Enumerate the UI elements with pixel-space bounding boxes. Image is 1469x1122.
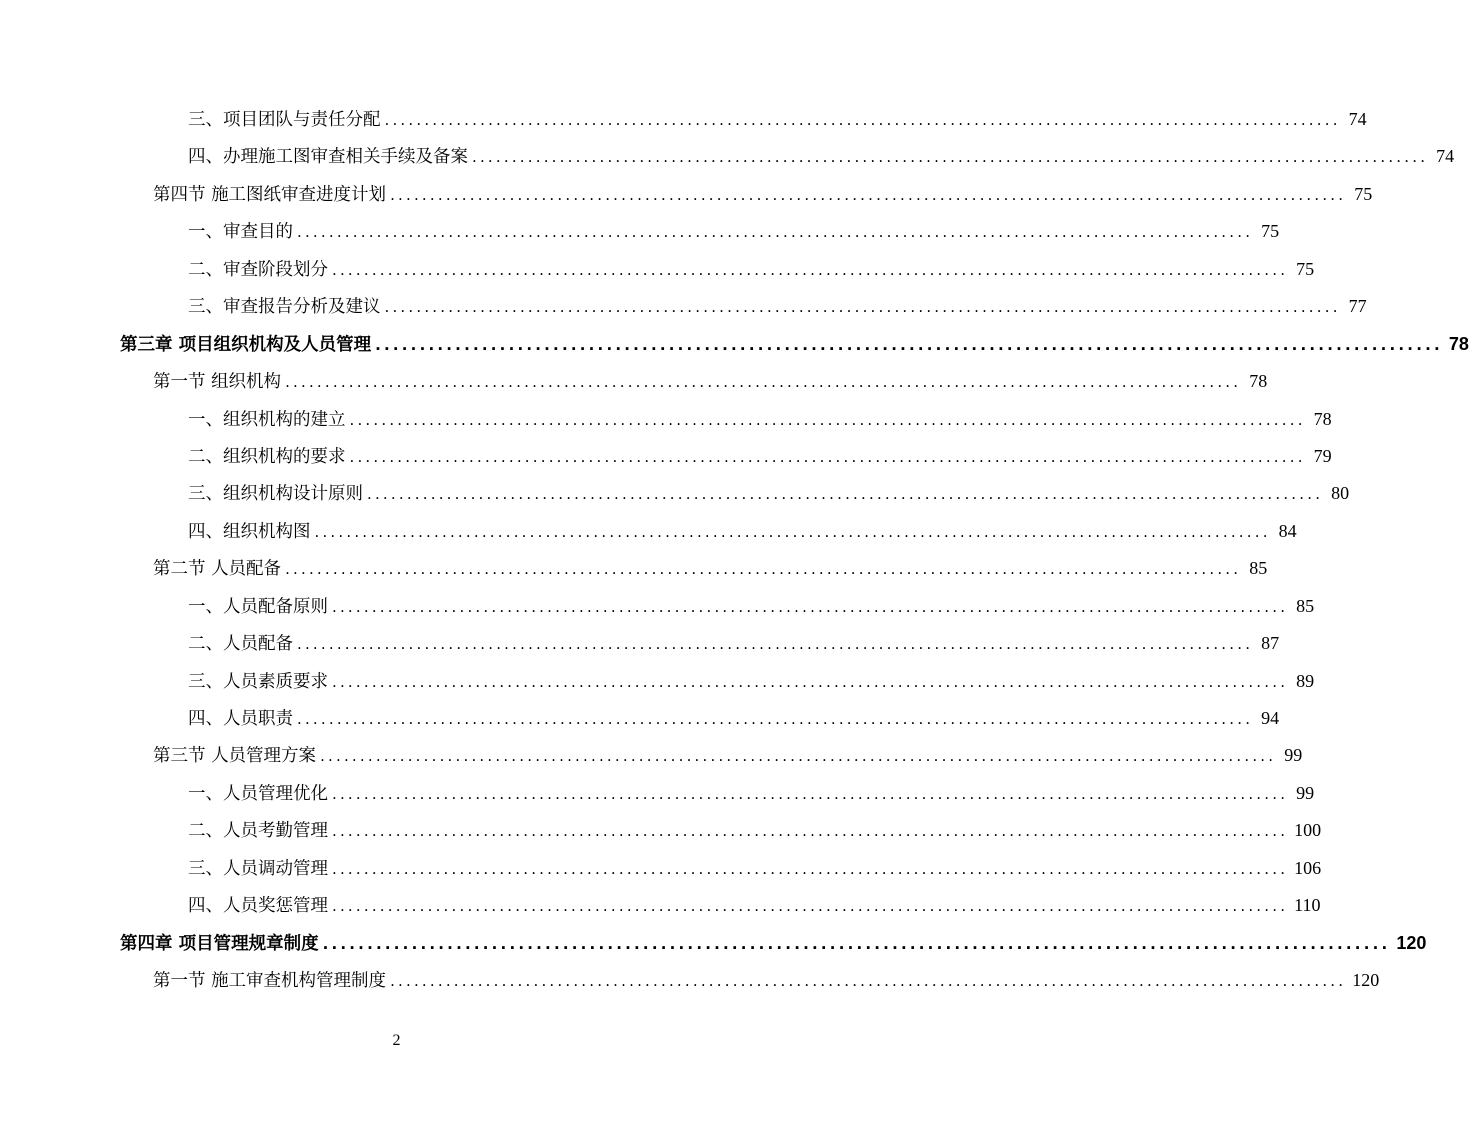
toc-entry-label: 一、人员配备原则: [188, 596, 328, 617]
toc-entry-label: 三、人员调动管理: [188, 858, 328, 879]
toc-entry-page: 78: [1448, 333, 1469, 354]
toc-dot-leader: ........................................................................................................................: [367, 485, 1324, 504]
toc-dot-leader: ........................................................................................................................: [332, 897, 1289, 916]
toc-section-entry[interactable]: [120, 176, 1373, 213]
toc-dot-leader: ........................................................................................................................: [332, 260, 1289, 279]
toc-dot-leader: ........................................................................................................................: [332, 822, 1289, 841]
toc-entry-label: 三、审查报告分析及建议: [188, 297, 381, 318]
toc-entry-label: 一、组织机构的建立: [188, 409, 346, 430]
toc-entry-page: 84: [1278, 520, 1297, 541]
toc-entry-page: 100: [1294, 820, 1322, 841]
toc-entry-page: 77: [1348, 296, 1367, 317]
toc-entry-label: 第二节 人员配备: [153, 559, 282, 580]
toc-dot-leader: ........................................................................................................................: [472, 148, 1429, 167]
toc-dot-leader: ........................................................................................................................: [297, 710, 1254, 728]
table-of-contents: [120, 101, 1469, 1000]
toc-subsection-entry[interactable]: [120, 213, 1280, 250]
toc-subsection-entry[interactable]: [120, 438, 1332, 475]
toc-entry-page: 74: [1348, 109, 1367, 129]
toc-entry-page: 110: [1294, 895, 1321, 916]
toc-subsection-entry[interactable]: [120, 850, 1322, 887]
toc-dot-leader: ........................................................................................................................: [332, 859, 1289, 878]
toc-dot-leader: ........................................................................................................................: [285, 373, 1242, 392]
toc-subsection-entry[interactable]: [120, 812, 1322, 849]
toc-subsection-entry[interactable]: [120, 513, 1297, 550]
toc-dot-leader: ........................................................................................................................: [320, 747, 1277, 766]
toc-subsection-entry[interactable]: [120, 288, 1367, 325]
toc-entry-label: 二、审查阶段划分: [188, 259, 328, 280]
toc-entry-page: 99: [1284, 745, 1303, 766]
toc-dot-leader: ........................................................................................................................: [332, 672, 1289, 691]
toc-subsection-entry[interactable]: [120, 251, 1315, 288]
toc-entry-label: 四、人员奖惩管理: [188, 896, 328, 917]
toc-entry-page: 79: [1313, 445, 1332, 466]
toc-entry-label: 三、项目团队与责任分配: [188, 110, 381, 130]
toc-dot-leader: ........................................................................................................................: [390, 972, 1347, 991]
toc-entry-label: 四、组织机构图: [188, 521, 311, 542]
page-number: 2: [392, 1032, 401, 1049]
toc-entry-page: 94: [1261, 708, 1280, 728]
toc-entry-page: 74: [1436, 146, 1455, 167]
toc-subsection-entry[interactable]: [120, 401, 1332, 438]
toc-dot-leader: ........................................................................................................................: [390, 185, 1347, 204]
toc-section-entry[interactable]: [120, 550, 1268, 587]
toc-chapter-entry[interactable]: [120, 925, 1427, 962]
toc-dot-leader: ........................................................................................................................: [297, 635, 1254, 654]
toc-subsection-entry[interactable]: [120, 700, 1280, 737]
toc-dot-leader: ........................................................................................................................: [332, 597, 1289, 616]
toc-entry-page: 87: [1261, 633, 1280, 654]
toc-dot-leader: ........................................................................................................................: [285, 560, 1242, 579]
toc-entry-page: 85: [1296, 595, 1315, 616]
toc-entry-label: 四、人员职责: [188, 709, 293, 729]
toc-entry-label: 第一节 组织机构: [153, 372, 282, 393]
toc-chapter-entry[interactable]: [120, 326, 1469, 363]
toc-entry-page: 120: [1396, 932, 1427, 953]
toc-subsection-entry[interactable]: [120, 775, 1315, 812]
toc-entry-page: 75: [1296, 258, 1315, 279]
toc-entry-label: 三、组织机构设计原则: [188, 484, 363, 505]
toc-entry-label: 一、人员管理优化: [188, 783, 328, 804]
toc-subsection-entry[interactable]: [120, 887, 1321, 924]
toc-subsection-entry[interactable]: [120, 475, 1350, 512]
toc-entry-label: 第四节 施工图纸审查进度计划: [153, 184, 387, 205]
toc-section-entry[interactable]: [120, 962, 1380, 999]
toc-dot-leader: ........................................................................................................................: [314, 522, 1271, 541]
toc-dot-leader: ........................................................................................................................: [349, 447, 1306, 466]
toc-entry-label: 二、组织机构的要求: [188, 446, 346, 467]
toc-entry-page: 89: [1296, 670, 1315, 691]
toc-dot-leader: ........................................................................................................................: [375, 335, 1443, 354]
toc-entry-page: 75: [1261, 221, 1280, 242]
toc-subsection-entry[interactable]: [120, 101, 1367, 138]
toc-subsection-entry[interactable]: [120, 588, 1315, 625]
toc-entry-label: 二、人员配备: [188, 634, 293, 655]
toc-entry-label: 第三章 项目组织机构及人员管理: [120, 334, 372, 355]
toc-entry-page: 78: [1249, 371, 1268, 392]
toc-entry-page: 75: [1354, 183, 1373, 204]
toc-entry-page: 120: [1352, 970, 1380, 991]
toc-entry-label: 第四章 项目管理规章制度: [120, 933, 319, 954]
toc-section-entry[interactable]: [120, 363, 1268, 400]
toc-entry-label: 第一节 施工审查机构管理制度: [153, 971, 387, 992]
toc-entry-page: 85: [1249, 558, 1268, 579]
toc-section-entry[interactable]: [120, 737, 1303, 774]
toc-entry-page: 99: [1296, 782, 1315, 803]
toc-entry-label: 四、办理施工图审查相关手续及备案: [188, 147, 468, 168]
toc-dot-leader: ........................................................................................................................: [322, 934, 1391, 953]
toc-entry-label: 第三节 人员管理方案: [153, 746, 317, 767]
toc-entry-page: 106: [1294, 857, 1322, 878]
toc-dot-leader: ........................................................................................................................: [332, 784, 1289, 803]
toc-dot-leader: ........................................................................................................................: [349, 410, 1306, 429]
toc-entry-page: 78: [1313, 408, 1332, 429]
toc-subsection-entry[interactable]: [120, 663, 1315, 700]
toc-subsection-entry[interactable]: [120, 625, 1280, 662]
toc-entry-label: 一、审查目的: [188, 222, 293, 243]
toc-entry-label: 二、人员考勤管理: [188, 821, 328, 842]
toc-entry-page: 80: [1331, 483, 1350, 504]
toc-dot-leader: ........................................................................................................................: [297, 223, 1254, 242]
toc-subsection-entry[interactable]: [120, 138, 1455, 175]
toc-entry-label: 三、人员素质要求: [188, 671, 328, 692]
toc-dot-leader: ........................................................................................................................: [384, 298, 1341, 317]
toc-dot-leader: ........................................................................................................................: [384, 111, 1341, 129]
